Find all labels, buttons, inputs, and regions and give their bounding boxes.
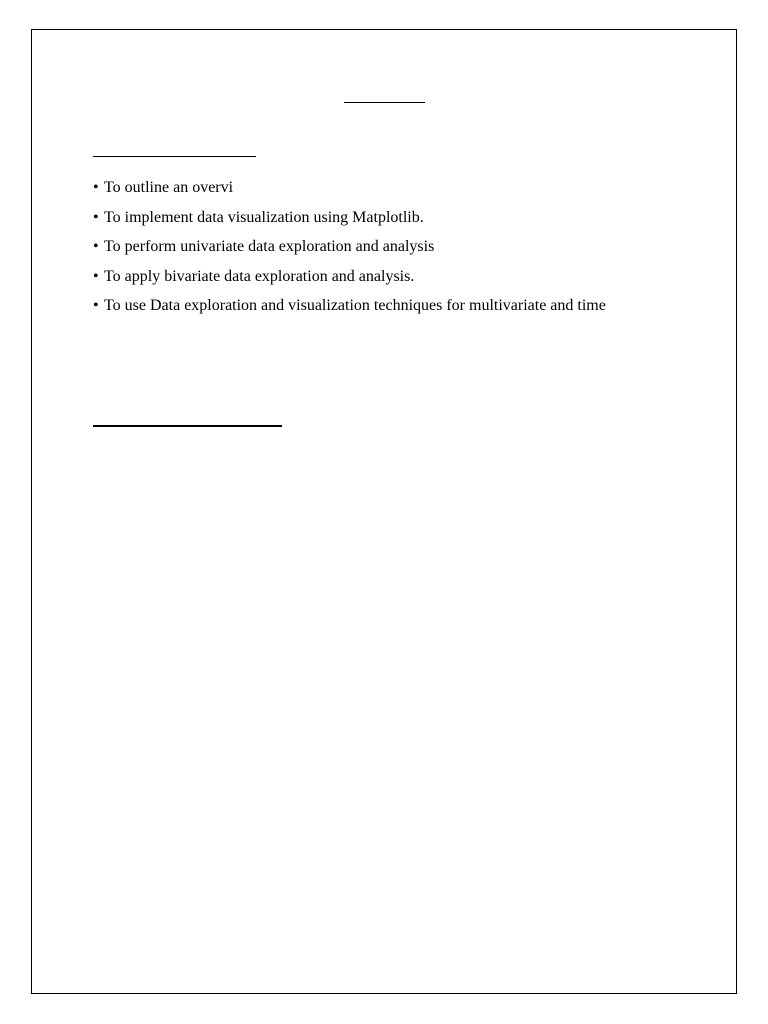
objectives-list [93, 173, 723, 321]
second-section-underline [93, 425, 282, 427]
list-item [93, 291, 723, 321]
list-item-text: To use Data exploration and visualization techniques for multivariate and time [104, 297, 606, 314]
list-item [93, 173, 723, 203]
list-item [93, 232, 723, 262]
list-item-text: To outline an overvi [104, 179, 234, 196]
bullet-glyph: • [93, 267, 99, 285]
bullet-glyph: • [93, 208, 99, 226]
title-underline [344, 102, 425, 103]
list-item-text: To perform univariate data exploration and analysis [104, 238, 435, 255]
section-heading-underline [93, 156, 256, 157]
bullet-glyph: • [93, 297, 99, 314]
list-item-text: To apply bivariate data exploration and analysis. [104, 267, 415, 285]
bullet-glyph: • [93, 238, 99, 255]
bullet-glyph: • [93, 179, 99, 196]
list-item [93, 262, 723, 292]
list-item-text: To implement data visualization using Matplotlib. [104, 208, 424, 226]
list-item [93, 203, 723, 233]
